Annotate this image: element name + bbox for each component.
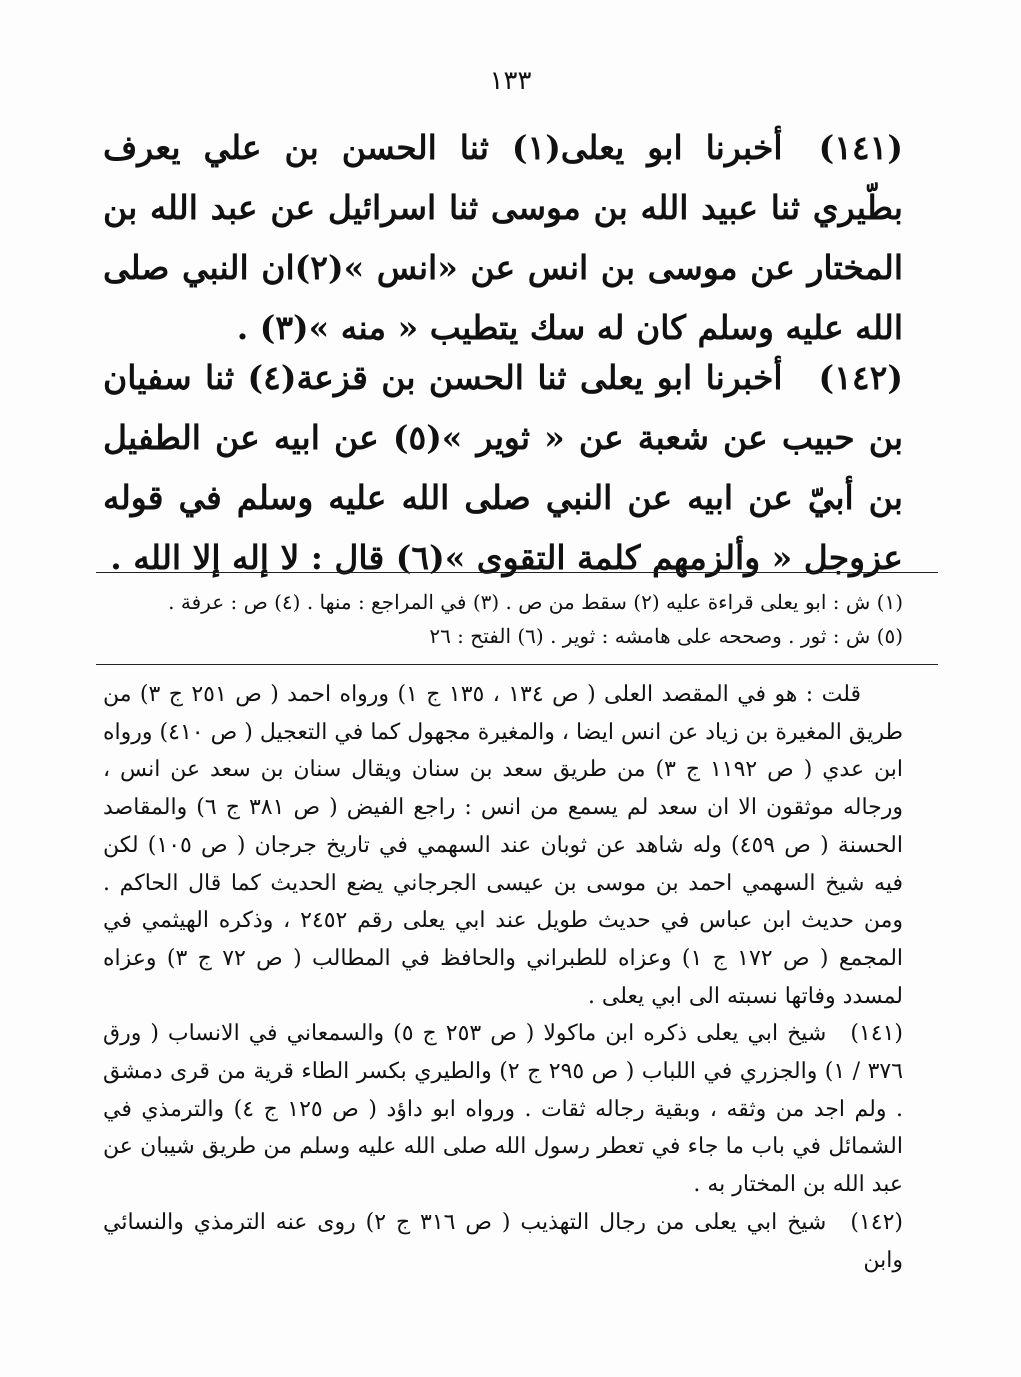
commentary-paragraph bbox=[103, 676, 903, 1015]
footnotes bbox=[103, 585, 903, 653]
commentary-paragraph bbox=[103, 1015, 903, 1204]
hadith-text: أخبرنا ابو يعلى(١) ثنا الحسن بن علي يعرف بطّيري ثنا عبيد الله بن موسى ثنا اسرائيل عن عبد الله بن المختار عن موسى بن انس عن «انس »(٢)ان النبي صلى الله عليه وسلم كان له سك يتطيب « منه »(٣) . bbox=[103, 128, 904, 347]
hadith-142 bbox=[103, 348, 903, 588]
footnote-line: (١) ش : ابو يعلى قراءة عليه (٢) سقط من ص . (٣) في المراجع : منها . (٤) ص : عرفة . bbox=[168, 590, 903, 614]
hadith-text: أخبرنا ابو يعلى ثنا الحسن بن قزعة(٤) ثنا سفيان بن حبيب عن شعبة عن « ثوير »(٥) عن ابيه عن الطفيل بن أبيّ عن ابيه عن النبي صلى الله عليه وسلم في قوله عزوجل « وألزمهم كلمة التقوى »(٦) قال : لا إله إلا الله . bbox=[103, 358, 904, 577]
commentary bbox=[103, 676, 903, 1279]
hadith-number: (١٤٢) bbox=[818, 358, 903, 397]
commentary-text: شيخ ابي يعلى ذكره ابن ماكولا ( ص ٢٥٣ ج ٥) والسمعاني في الانساب ( ورق ٣٧٦ / ١) والجزري في اللباب ( ص ٢٩٥ ج ٢) والطيري بكسر الطاء قرية من قرى دمشق . ولم اجد من وثقه ، وبقية رجاله ثقات . ورواه ابو داؤد ( ص ١٢٥ ج ٤) والترمذي في الشمائل في باب ما جاء في تعطر رسول الله صلى الله عليه وسلم من طريق شيبان عن عبد الله بن المختار به . bbox=[103, 1021, 904, 1198]
commentary-text: قلت : هو في المقصد العلى ( ص ١٣٤ ، ١٣٥ ج ١) ورواه احمد ( ص ٢٥١ ج ٣) من طريق المغيرة بن زياد عن انس ايضا ، والمغيرة مجهول كما في التعجيل ( ص ٤١٠) ورواه ابن عدي ( ص ١١٩٢ ج ٣) من طريق سعد بن سنان ويقال سنان بن سعد عن انس ، ورجاله موثقون الا ان سعد لم يسمع من انس : راجع الفيض ( ص ٣٨١ ج ٦) والمقاصد الحسنة ( ص ٤٥٩) وله شاهد عن ثوبان عند السهمي في تاريخ جرجان ( ص ١٠٥) لكن فيه شيخ السهمي احمد بن موسى بن عيسى الجرجاني يضع الحديث كما قال الحاكم . ومن حديث ابن عباس في حديث طويل عند ابي يعلى رقم ٢٤٥٢ ، وذكره الهيثمي في المجمع ( ص ١٧٢ ج ١) وعزاه للطبراني والحافظ في المطالب ( ص ٧٢ ج ٣) وعزاه لمسدد وفاتها نسبته الى ابي يعلى . bbox=[103, 682, 904, 1009]
footnote-line: (٥) ش : ثور . وصححه على هامشه : ثوير . (٦) الفتح : ٢٦ bbox=[429, 624, 903, 648]
footnote-divider bbox=[96, 572, 938, 573]
commentary-text: شيخ ابي يعلى من رجال التهذيب ( ص ٣١٦ ج ٢) روى عنه الترمذي والنسائي وابن bbox=[103, 1209, 903, 1273]
hadith-141 bbox=[103, 118, 903, 358]
commentary-ref: (١٤٢) bbox=[850, 1209, 904, 1235]
hadith-number: (١٤١) bbox=[818, 128, 903, 167]
commentary-ref: (١٤١) bbox=[850, 1021, 904, 1047]
commentary-divider bbox=[96, 664, 938, 665]
page-number: ١٣٣ bbox=[489, 66, 532, 96]
commentary-paragraph bbox=[103, 1204, 903, 1279]
